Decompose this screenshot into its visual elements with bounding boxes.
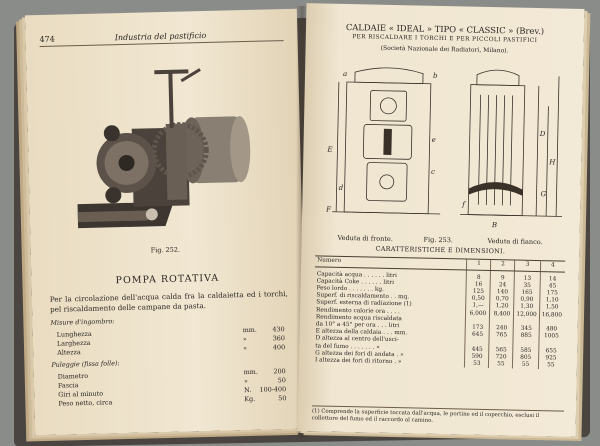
drawing-letter: c <box>430 167 436 176</box>
table-header-cell: 1 <box>467 259 491 271</box>
spec-unit: N. <box>244 385 252 395</box>
boiler-maker: (Società Nazionale dei Radiatori, Milano). <box>380 44 509 55</box>
spec-value: 50 <box>277 376 286 385</box>
table-cell: 55 <box>489 361 513 369</box>
left-figure-caption: Fig. 252. <box>150 245 181 255</box>
pulleys-heading: Puleggie (fissa folle): <box>51 359 120 369</box>
table-cell: I altezza dei fori di ritorno . » <box>314 357 402 366</box>
right-figure-caption: Fig. 253. <box>423 235 454 245</box>
boiler-subtitle: PER RISCALDARE I TORCHI E PER PICCOLI PASTIFICI <box>352 34 538 44</box>
left-page <box>25 9 307 436</box>
table-cell: 13 <box>515 275 540 283</box>
spec-label: Peso netto, circa <box>58 398 113 408</box>
table-cell: 14 <box>540 276 565 284</box>
drawing-letter: E <box>327 145 333 154</box>
table-cell: 55 <box>538 362 563 370</box>
table-cell: Capacità acqua . . . . . . litri <box>316 270 397 279</box>
drawing-letter: G <box>540 190 547 199</box>
table-cell: Superf. esterna di radiazione (1) <box>316 299 412 308</box>
table-cell: 765 <box>489 332 513 340</box>
dimensions-heading: Misure d'ingombro: <box>50 317 115 327</box>
description-paragraph: Per la circolazione dell'acqua calda fra la caldaietta ed i torchi, pel riscaldamento delle campane da pasta. <box>49 289 288 314</box>
table-cell: Superf. di riscaldamento . . mq. <box>316 292 410 301</box>
drawing-letter: F <box>326 205 332 214</box>
spec-unit: mm. <box>242 325 257 335</box>
table-header-cell: Numero <box>315 256 467 270</box>
table-title: CARATTERISTICHE E DIMENSIONI. <box>375 244 506 256</box>
table-cell: 480 <box>539 326 564 334</box>
table-cell: Rendimento acqua riscaldata <box>315 314 402 322</box>
table-cell: 9 <box>491 275 515 283</box>
table-cell: 8,400 <box>490 311 514 319</box>
spec-value: 360 <box>272 334 285 343</box>
table-cell: 175 <box>540 290 565 298</box>
table-cell: G altezza dei fori di andata . » <box>315 350 404 358</box>
table-cell: 720 <box>489 354 513 362</box>
spec-unit: » <box>243 377 248 386</box>
table-cell: 125 <box>466 288 490 296</box>
section-title: POMPA ROTATIVA <box>115 272 220 287</box>
table-cell: 885 <box>513 333 538 341</box>
table-cell: 565 <box>489 347 513 355</box>
table-cell: Capacità Coke . . . . . . litri <box>316 278 395 286</box>
drawing-letter: a <box>342 69 348 79</box>
spec-value: 50 <box>278 394 287 403</box>
drawing-letter: D <box>539 130 546 139</box>
boiler-drawing <box>322 62 565 235</box>
spec-unit: » <box>242 335 247 344</box>
table-cell: 12,000 <box>514 311 539 319</box>
spec-unit: mm. <box>243 367 258 377</box>
table-cell: 1,10 <box>539 297 564 305</box>
table-cell: 6,000 <box>466 310 490 318</box>
spec-label: Larghezza <box>56 338 91 348</box>
table-header-cell: 3 <box>515 260 541 272</box>
characteristics-table <box>313 255 565 369</box>
table-cell: ta del fumo . . . . . . . » <box>315 342 380 351</box>
rotary-pump-illustration <box>74 52 259 246</box>
table-cell: 445 <box>465 346 489 354</box>
table-cell: Rendimento calorie ora . . . . <box>316 306 400 315</box>
spec-value: 430 <box>272 325 285 334</box>
table-cell: E altezza della caldaia . . . mm. <box>315 328 408 337</box>
table-cell: 1,50 <box>539 304 564 312</box>
table-cell: 585 <box>513 347 538 355</box>
table-cell: 1005 <box>539 333 564 341</box>
spec-unit: » <box>243 344 248 353</box>
table-cell: 55 <box>513 361 538 369</box>
table-cell: 645 <box>465 332 489 340</box>
drawing-letter: B <box>491 221 498 230</box>
boiler-title: CALDAIE « IDEAL » TIPO « CLASSIC » (Brev.) <box>345 21 545 37</box>
table-cell: 345 <box>514 325 539 333</box>
table-cell: 165 <box>514 289 539 297</box>
table-cell: 1,20 <box>490 303 514 311</box>
table-cell: 655 <box>538 348 563 356</box>
spec-label: Diametro <box>57 371 89 381</box>
spec-label: Altezza <box>57 348 81 357</box>
table-cell: 0,70 <box>490 296 514 304</box>
side-view-caption: Veduta di fianco. <box>487 236 543 247</box>
drawing-letter: H <box>549 158 556 167</box>
table-cell: 140 <box>490 289 514 297</box>
spec-label: Giri al minuto <box>58 389 104 399</box>
left-page-number: 474 <box>39 34 55 45</box>
spec-label: Fascia <box>57 381 79 390</box>
table-cell: 0,90 <box>514 297 539 305</box>
table-cell: 53 <box>465 360 489 368</box>
spec-unit: Kg. <box>244 394 256 404</box>
table-cell: 16 <box>466 281 490 289</box>
table-cell: 24 <box>490 282 514 290</box>
left-running-head <box>39 29 283 47</box>
table-cell: 1,— <box>466 303 490 311</box>
table-cell: 16,800 <box>539 312 564 320</box>
table-cell: 240 <box>490 325 514 333</box>
table-cell: 8 <box>467 274 491 282</box>
table-cell: 35 <box>514 282 539 290</box>
table-header-cell: 2 <box>491 260 515 272</box>
table-header-cell: 4 <box>540 261 565 273</box>
drawing-letter: b <box>432 71 438 80</box>
right-page <box>298 3 585 437</box>
table-cell: D altezza al centro dell'usci- <box>315 335 399 344</box>
table-cell: 590 <box>465 353 489 361</box>
left-running-title: Industria del pastificio <box>114 30 207 43</box>
table-cell: 805 <box>513 354 538 362</box>
spec-label: Lunghezza <box>56 329 92 339</box>
table-cell: 1,30 <box>514 304 539 312</box>
table-cell: 925 <box>538 355 563 363</box>
table-cell: 0,50 <box>466 296 490 304</box>
table-cell: 173 <box>466 324 490 332</box>
drawing-letter: e <box>431 135 436 144</box>
spec-value: 400 <box>272 343 286 352</box>
table-cell: Peso lordo . . . . . . . kg. <box>316 285 384 293</box>
table-footnote: (1) Comprende la superficie toccata dall'acqua, le portine ed il coperchio, esclusi il collettore del fumo ed il raccordo al camino. <box>312 405 564 427</box>
drawing-letter: d <box>338 183 344 192</box>
front-view-caption: Veduta di fronte. <box>337 233 393 243</box>
spec-value: 200 <box>273 367 286 376</box>
spec-value: 100-400 <box>259 385 287 394</box>
drawing-letter: f <box>462 200 466 209</box>
table-cell: da 10° a 45° per ora . . . litri <box>315 321 400 330</box>
table-cell: 45 <box>540 283 565 291</box>
